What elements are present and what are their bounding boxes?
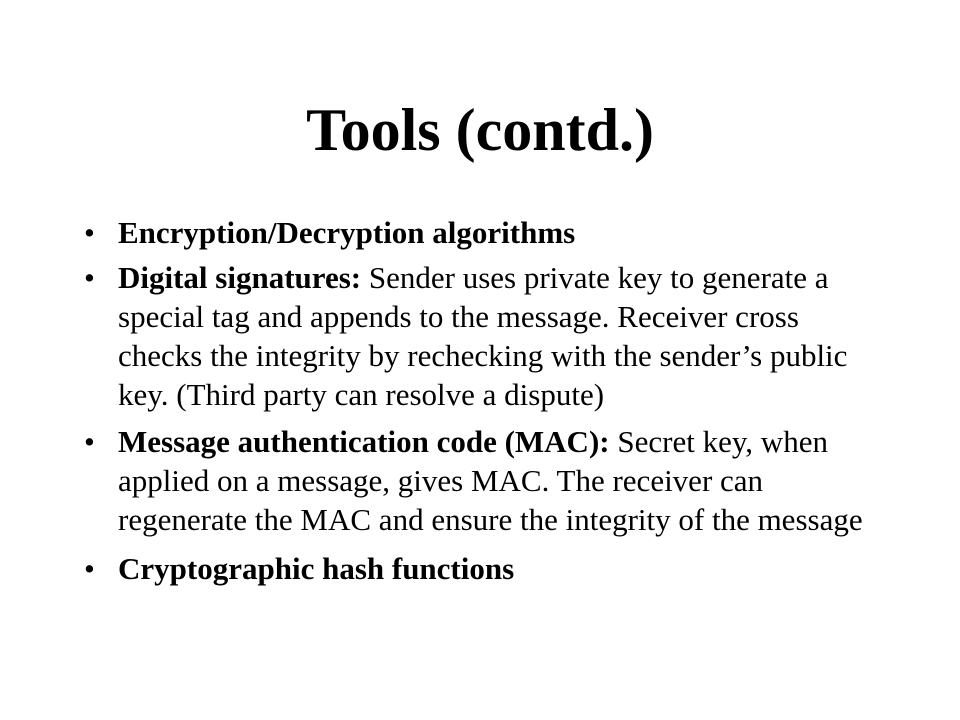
bullet-term: Digital signatures: [118, 260, 362, 295]
bullet-term: Encryption/Decryption algorithms [118, 215, 576, 250]
bullet-hash-functions [84, 549, 884, 588]
bullet-text: Secret key, when applied on a message, gives MAC. The receiver can regenerate the MAC and ensure the integrity of the message [118, 424, 863, 537]
bullet-text: Sender uses private key to generate a special tag and appends to the message. Receiver cross checks the integrity by rechecking with the sender’s public key. (Third party can resolve a dispute) [118, 260, 848, 412]
bullet-dot-icon: • [84, 260, 95, 295]
bullet-digital-signatures [84, 258, 884, 414]
bullet-list [84, 213, 884, 598]
bullet-term: Cryptographic hash functions [118, 551, 515, 586]
slide-title: Tools (contd.) [306, 97, 654, 163]
bullet-dot-icon: • [84, 215, 95, 250]
bullet-mac [84, 422, 884, 539]
bullet-term: Message authentication code (MAC): [118, 424, 610, 459]
bullet-dot-icon: • [84, 551, 95, 586]
bullet-encryption [84, 213, 884, 252]
bullet-dot-icon: • [84, 424, 95, 459]
